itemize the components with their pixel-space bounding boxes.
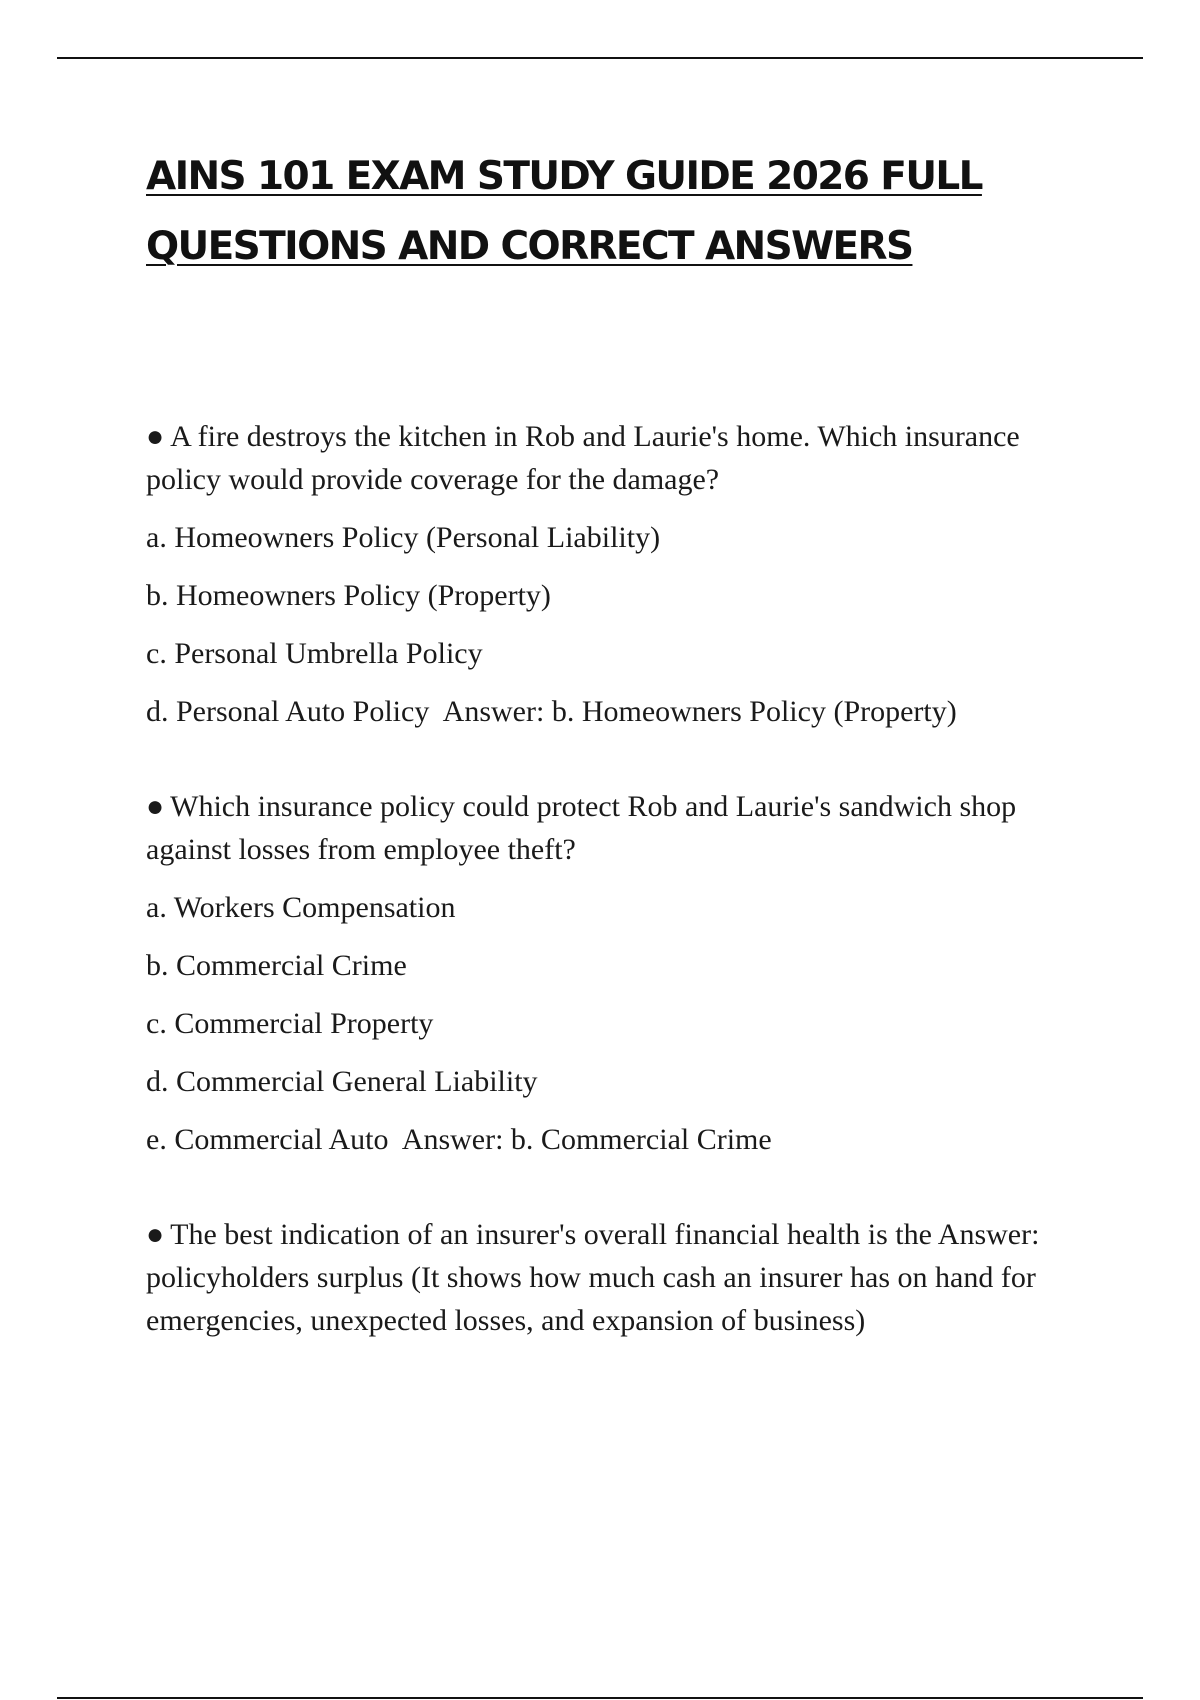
title-line-2: QUESTIONS AND CORRECT ANSWERS — [146, 224, 913, 269]
question-text: The best indication of an insurer's overall financial health is the Answer: policyholders surplus (It shows how much cash an insurer has on hand for emergencies, unexpected losses, and expansion of business) — [146, 1218, 1040, 1337]
question-1 — [146, 415, 1096, 733]
question-stem — [146, 785, 1096, 871]
answer-option-a: a. Homeowners Policy (Personal Liability) — [146, 521, 661, 554]
answer-option-e: e. Commercial Auto Answer: b. Commercial Crime — [146, 1123, 772, 1156]
answer-option-a: a. Workers Compensation — [146, 891, 456, 924]
answer-option-c: c. Commercial Property — [146, 1007, 434, 1040]
questions-list — [146, 415, 1096, 1342]
question-3 — [146, 1213, 1096, 1342]
title-line-1: AINS 101 EXAM STUDY GUIDE 2026 FULL — [146, 154, 982, 199]
answer-option-d: d. Commercial General Liability — [146, 1065, 538, 1098]
bottom-divider — [57, 1697, 1143, 1699]
question-stem — [146, 1213, 1096, 1342]
question-text: Which insurance policy could protect Rob and Laurie's sandwich shop against losses from employee theft? — [146, 790, 1017, 866]
bullet-icon: ● — [146, 790, 165, 823]
bullet-icon: ● — [146, 420, 165, 453]
bullet-icon: ● — [146, 1218, 165, 1251]
question-stem — [146, 415, 1096, 501]
answer-option-b: b. Commercial Crime — [146, 949, 407, 982]
answer-option-c: c. Personal Umbrella Policy — [146, 637, 483, 670]
question-text: A fire destroys the kitchen in Rob and Laurie's home. Which insurance policy would provide coverage for the damage? — [146, 420, 1020, 496]
document-title — [146, 142, 1086, 282]
question-2 — [146, 785, 1096, 1161]
top-divider — [57, 57, 1143, 59]
answer-option-b: b. Homeowners Policy (Property) — [146, 579, 551, 612]
answer-option-d: d. Personal Auto Policy Answer: b. Homeowners Policy (Property) — [146, 695, 957, 728]
